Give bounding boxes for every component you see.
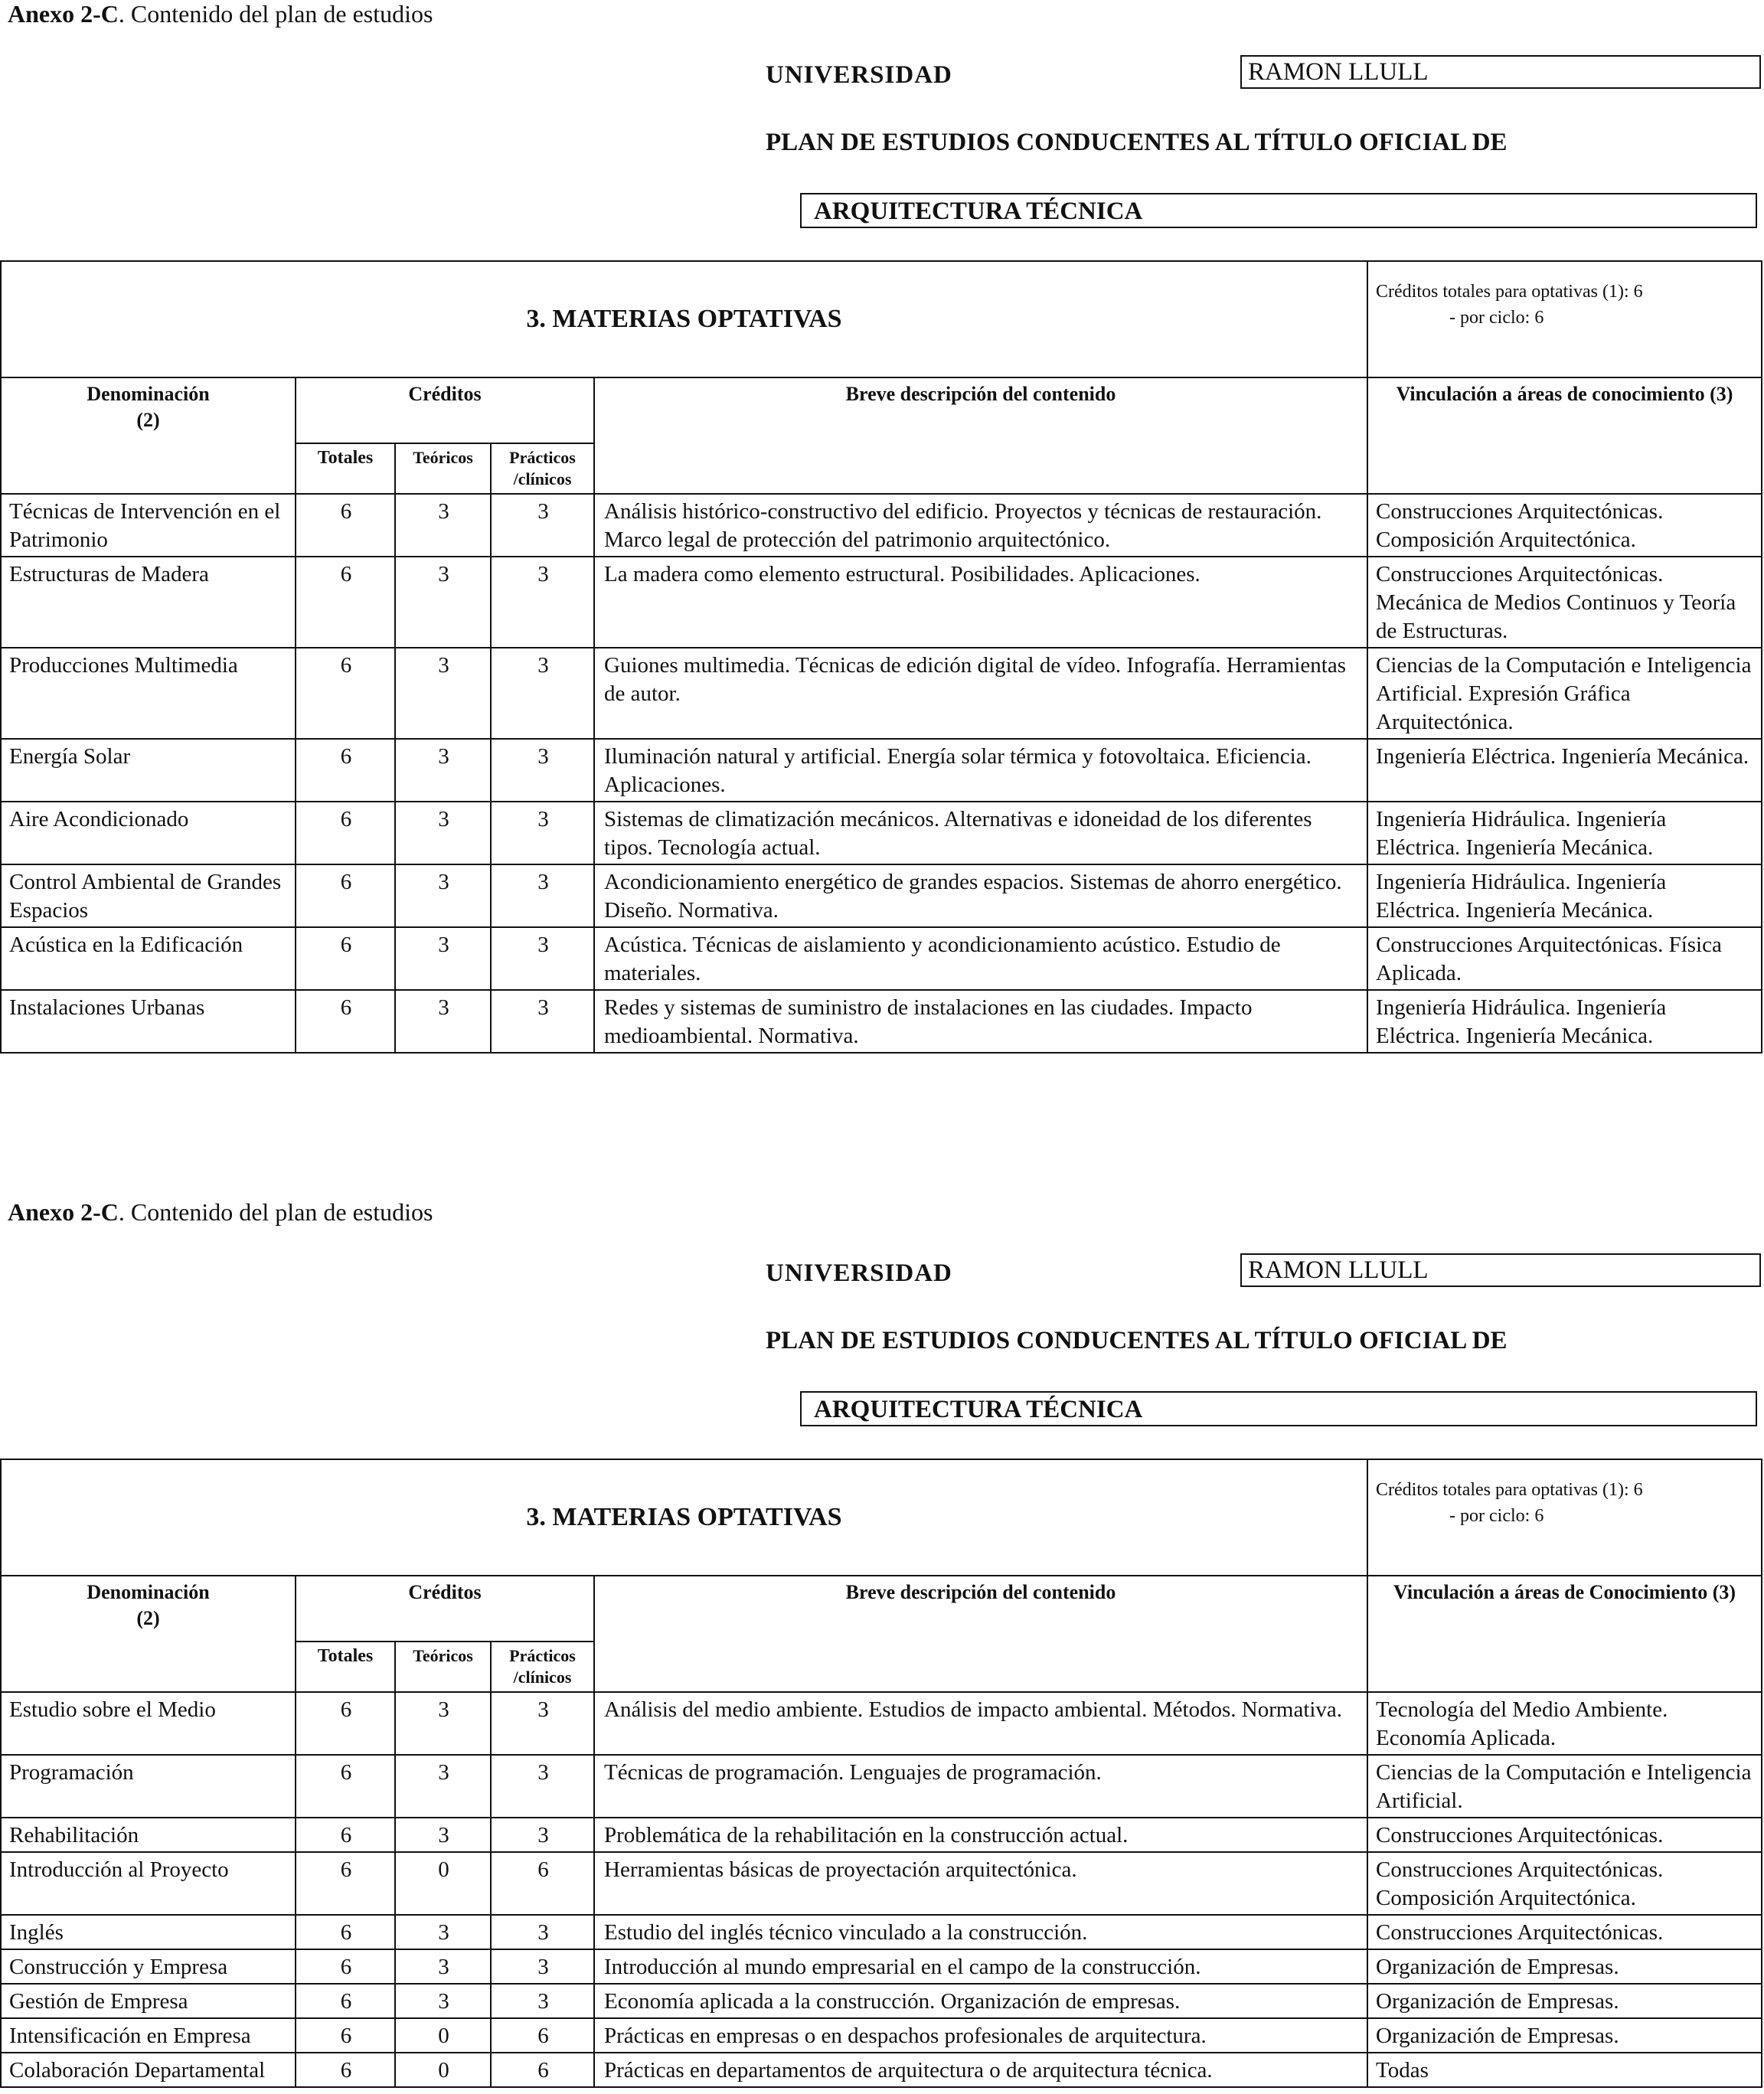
knowledge-areas: Construcciones Arquitectónicas. Composición Arquitectónica.: [1367, 1852, 1762, 1915]
subject-name: Aire Acondicionado: [1, 802, 296, 864]
degree-name-field: ARQUITECTURA TÉCNICA: [800, 1391, 1757, 1426]
table-row: [1, 494, 1762, 557]
knowledge-areas: Organización de Empresas.: [1367, 1984, 1762, 2018]
credits-practice: 3: [491, 648, 594, 739]
credits-practice: 3: [491, 1755, 594, 1818]
knowledge-areas: Todas: [1367, 2053, 1762, 2087]
subject-description: Análisis del medio ambiente. Estudios de impacto ambiental. Métodos. Normativa.: [594, 1692, 1367, 1755]
subject-name: Construcción y Empresa: [1, 1949, 296, 1984]
subject-name: Intensificación en Empresa: [1, 2018, 296, 2053]
credits-total: 6: [296, 739, 395, 802]
subject-name: Técnicas de Intervención en el Patrimonio: [1, 494, 296, 557]
col-header-descripcion: Breve descripción del contenido: [594, 1576, 1367, 1692]
credits-practice: 3: [491, 802, 594, 864]
knowledge-areas: Construcciones Arquitectónicas. Composición Arquitectónica.: [1367, 494, 1762, 557]
total-optional-credits: Créditos totales para optativas (1): 6: [1376, 1480, 1643, 1500]
credits-total: 6: [296, 1755, 395, 1818]
credits-practice: 3: [491, 1692, 594, 1755]
knowledge-areas: Ingeniería Hidráulica. Ingeniería Eléctrica. Ingeniería Mecánica.: [1367, 802, 1762, 864]
table-row: [1, 1818, 1762, 1852]
credits-total: 6: [296, 1818, 395, 1852]
credits-practice: 3: [491, 739, 594, 802]
knowledge-areas: Ingeniería Hidráulica. Ingeniería Eléctrica. Ingeniería Mecánica.: [1367, 864, 1762, 927]
annex-heading: [8, 0, 433, 28]
table-row: [1, 2053, 1762, 2087]
denominacion-note: (2): [136, 409, 160, 431]
credits-practice: 3: [491, 1915, 594, 1949]
credits-total: 6: [296, 1949, 395, 1984]
credits-practice: 3: [491, 494, 594, 557]
credits-total: 6: [296, 557, 395, 648]
subject-description: Guiones multimedia. Técnicas de edición digital de vídeo. Infografía. Herramientas de autor.: [594, 648, 1367, 739]
table-row: [1, 1949, 1762, 1984]
plan-title: PLAN DE ESTUDIOS CONDUCENTES AL TÍTULO OFICIAL DE: [766, 1327, 1508, 1354]
subject-description: Economía aplicada a la construcción. Organización de empresas.: [594, 1984, 1367, 2018]
plan-title: PLAN DE ESTUDIOS CONDUCENTES AL TÍTULO OFICIAL DE: [766, 129, 1508, 156]
table-row: [1, 1852, 1762, 1915]
subject-name: Estructuras de Madera: [1, 557, 296, 648]
col-header-vinculacion: Vinculación a áreas de conocimiento (3): [1367, 377, 1762, 494]
credits-total: 6: [296, 1692, 395, 1755]
knowledge-areas: Construcciones Arquitectónicas.: [1367, 1818, 1762, 1852]
credits-practice: 3: [491, 990, 594, 1053]
annex-subtitle: . Contenido del plan de estudios: [118, 1198, 433, 1226]
annex-label: Anexo 2-C: [8, 1198, 119, 1226]
credits-theory: 3: [395, 1692, 491, 1755]
credits-practice: 6: [491, 2053, 594, 2087]
table-row: [1, 927, 1762, 990]
table-row: [1, 557, 1762, 648]
credits-theory: 3: [395, 1915, 491, 1949]
col-header-creditos: Créditos: [296, 377, 594, 443]
subject-description: Acústica. Técnicas de aislamiento y acondicionamiento acústico. Estudio de materiales.: [594, 927, 1367, 990]
subject-description: La madera como elemento estructural. Posibilidades. Aplicaciones.: [594, 557, 1367, 648]
subject-name: Programación: [1, 1755, 296, 1818]
subject-description: Sistemas de climatización mecánicos. Alternativas e idoneidad de los diferentes tipos. Tecnología actual.: [594, 802, 1367, 864]
table-row: [1, 2018, 1762, 2053]
col-header-teoricos: Teóricos: [395, 443, 491, 494]
credits-theory: 3: [395, 1984, 491, 2018]
subject-name: Acústica en la Edificación: [1, 927, 296, 990]
credits-total: 6: [296, 2018, 395, 2053]
credits-theory: 3: [395, 1755, 491, 1818]
university-name-field: RAMON LLULL: [1240, 1253, 1761, 1287]
credits-total: 6: [296, 2053, 395, 2087]
table-row: [1, 802, 1762, 864]
credits-practice: 3: [491, 864, 594, 927]
subject-description: Prácticas en empresas o en despachos profesionales de arquitectura.: [594, 2018, 1367, 2053]
knowledge-areas: Ingeniería Eléctrica. Ingeniería Mecánica.: [1367, 739, 1762, 802]
knowledge-areas: Ciencias de la Computación e Inteligencia Artificial.: [1367, 1755, 1762, 1818]
subject-name: Estudio sobre el Medio: [1, 1692, 296, 1755]
table-row: [1, 1915, 1762, 1949]
credits-summary: [1367, 1459, 1762, 1576]
optional-subjects-table: [0, 260, 1762, 1054]
knowledge-areas: Ingeniería Hidráulica. Ingeniería Eléctrica. Ingeniería Mecánica.: [1367, 990, 1762, 1053]
credits-total: 6: [296, 864, 395, 927]
denominacion-note: (2): [136, 1607, 160, 1629]
university-name-field: RAMON LLULL: [1240, 55, 1761, 89]
credits-theory: 3: [395, 1949, 491, 1984]
credits-practice: 3: [491, 1818, 594, 1852]
col-header-denominacion: [1, 377, 296, 494]
credits-per-cycle: - por ciclo: 6: [1449, 308, 1544, 328]
credits-total: 6: [296, 1984, 395, 2018]
credits-theory: 3: [395, 648, 491, 739]
col-header-totales: Totales: [296, 1642, 395, 1692]
subject-name: Instalaciones Urbanas: [1, 990, 296, 1053]
credits-practice: 6: [491, 1852, 594, 1915]
university-label: UNIVERSIDAD: [766, 61, 952, 89]
subject-description: Introducción al mundo empresarial en el campo de la construcción.: [594, 1949, 1367, 1984]
credits-theory: 3: [395, 557, 491, 648]
subject-name: Gestión de Empresa: [1, 1984, 296, 2018]
col-header-denominacion: [1, 1576, 296, 1692]
credits-total: 6: [296, 927, 395, 990]
subject-name: Energía Solar: [1, 739, 296, 802]
degree-name-field: ARQUITECTURA TÉCNICA: [800, 193, 1757, 228]
credits-total: 6: [296, 494, 395, 557]
credits-theory: 3: [395, 739, 491, 802]
subject-description: Estudio del inglés técnico vinculado a la construcción.: [594, 1915, 1367, 1949]
credits-practice: 3: [491, 1984, 594, 2018]
knowledge-areas: Organización de Empresas.: [1367, 2018, 1762, 2053]
credits-theory: 3: [395, 990, 491, 1053]
annex-heading: [8, 1198, 433, 1227]
total-optional-credits: Créditos totales para optativas (1): 6: [1376, 282, 1643, 302]
subject-name: Producciones Multimedia: [1, 648, 296, 739]
subject-description: Problemática de la rehabilitación en la construcción actual.: [594, 1818, 1367, 1852]
table-title: 3. MATERIAS OPTATIVAS: [1, 1459, 1367, 1576]
col-header-practicos: Prácticos /clínicos: [491, 1642, 594, 1692]
credits-total: 6: [296, 1852, 395, 1915]
col-header-vinculacion: Vinculación a áreas de Conocimiento (3): [1367, 1576, 1762, 1692]
credits-theory: 3: [395, 927, 491, 990]
credits-theory: 0: [395, 1852, 491, 1915]
credits-per-cycle: - por ciclo: 6: [1449, 1506, 1544, 1526]
credits-total: 6: [296, 1915, 395, 1949]
annex-label: Anexo 2-C: [8, 0, 119, 28]
credits-theory: 3: [395, 1818, 491, 1852]
subject-description: Acondicionamiento energético de grandes espacios. Sistemas de ahorro energético. Diseño. Normativa.: [594, 864, 1367, 927]
credits-total: 6: [296, 802, 395, 864]
denominacion-label: Denominación: [87, 1581, 210, 1603]
knowledge-areas: Construcciones Arquitectónicas. Física Aplicada.: [1367, 927, 1762, 990]
col-header-creditos: Créditos: [296, 1576, 594, 1642]
knowledge-areas: Ciencias de la Computación e Inteligencia Artificial. Expresión Gráfica Arquitectónica.: [1367, 648, 1762, 739]
credits-practice: 6: [491, 2018, 594, 2053]
col-header-totales: Totales: [296, 443, 395, 494]
university-label: UNIVERSIDAD: [766, 1259, 952, 1287]
knowledge-areas: Construcciones Arquitectónicas. Mecánica de Medios Continuos y Teoría de Estructuras.: [1367, 557, 1762, 648]
col-header-descripcion: Breve descripción del contenido: [594, 377, 1367, 494]
table-row: [1, 1692, 1762, 1755]
denominacion-label: Denominación: [87, 383, 210, 405]
subject-name: Control Ambiental de Grandes Espacios: [1, 864, 296, 927]
table-row: [1, 648, 1762, 739]
subject-description: Prácticas en departamentos de arquitectura o de arquitectura técnica.: [594, 2053, 1367, 2087]
subject-description: Análisis histórico-constructivo del edificio. Proyectos y técnicas de restauración. Marco legal de protección del patrimonio arquitectónico.: [594, 494, 1367, 557]
credits-theory: 0: [395, 2018, 491, 2053]
knowledge-areas: Tecnología del Medio Ambiente. Economía Aplicada.: [1367, 1692, 1762, 1755]
knowledge-areas: Organización de Empresas.: [1367, 1949, 1762, 1984]
optional-subjects-table: [0, 1459, 1762, 2088]
table-row: [1, 739, 1762, 802]
credits-summary: [1367, 261, 1762, 377]
credits-theory: 0: [395, 2053, 491, 2087]
table-title: 3. MATERIAS OPTATIVAS: [1, 261, 1367, 377]
subject-description: Iluminación natural y artificial. Energía solar térmica y fotovoltaica. Eficiencia. Aplicaciones.: [594, 739, 1367, 802]
table-row: [1, 1755, 1762, 1818]
credits-practice: 3: [491, 927, 594, 990]
col-header-teoricos: Teóricos: [395, 1642, 491, 1692]
subject-name: Colaboración Departamental: [1, 2053, 296, 2087]
knowledge-areas: Construcciones Arquitectónicas.: [1367, 1915, 1762, 1949]
subject-name: Rehabilitación: [1, 1818, 296, 1852]
credits-practice: 3: [491, 557, 594, 648]
subject-description: Herramientas básicas de proyectación arquitectónica.: [594, 1852, 1367, 1915]
annex-subtitle: . Contenido del plan de estudios: [118, 0, 433, 28]
credits-theory: 3: [395, 802, 491, 864]
credits-theory: 3: [395, 864, 491, 927]
credits-total: 6: [296, 648, 395, 739]
credits-total: 6: [296, 990, 395, 1053]
subject-name: Inglés: [1, 1915, 296, 1949]
table-row: [1, 864, 1762, 927]
table-row: [1, 1984, 1762, 2018]
credits-practice: 3: [491, 1949, 594, 1984]
subject-description: Técnicas de programación. Lenguajes de programación.: [594, 1755, 1367, 1818]
col-header-practicos: Prácticos /clínicos: [491, 443, 594, 494]
credits-theory: 3: [395, 494, 491, 557]
table-row: [1, 990, 1762, 1053]
subject-name: Introducción al Proyecto: [1, 1852, 296, 1915]
subject-description: Redes y sistemas de suministro de instalaciones en las ciudades. Impacto medioambiental. Normativa.: [594, 990, 1367, 1053]
